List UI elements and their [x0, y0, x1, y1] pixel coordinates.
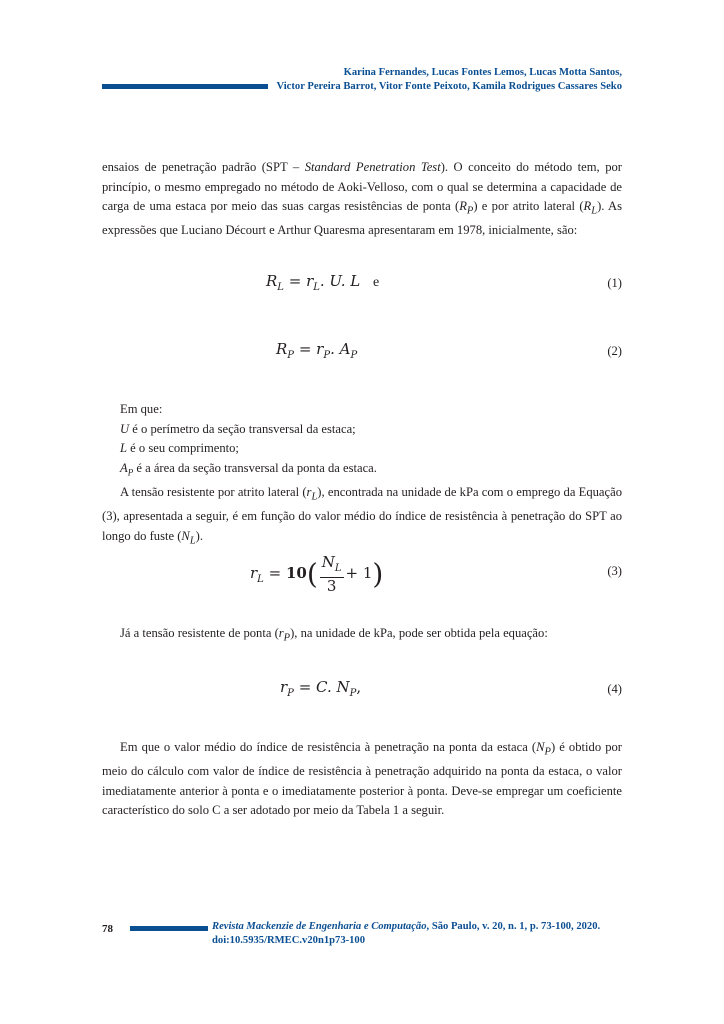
right-paren: )	[372, 557, 384, 591]
symbol: U	[120, 421, 130, 436]
symbol-sub: L	[189, 535, 196, 547]
symbol-sub: P	[544, 746, 551, 758]
definition-ap	[102, 459, 622, 483]
fraction-denominator: 3	[326, 577, 337, 595]
spt-term: Standard Penetration Test	[304, 160, 441, 174]
definitions-block	[102, 400, 622, 551]
symbol: A	[120, 460, 128, 475]
equation-1-expression	[266, 272, 379, 293]
equation-1	[102, 272, 622, 302]
eq-sub: L	[334, 563, 342, 574]
eq-sign: =	[288, 272, 302, 290]
symbol-sub: P	[283, 632, 291, 644]
footer-accent-bar	[130, 926, 208, 931]
symbol-rl	[583, 199, 598, 217]
equation-number: (3)	[607, 564, 622, 578]
paragraph-lateral-friction	[102, 483, 622, 551]
symbol-sub: L	[311, 491, 318, 503]
eq-sub: P	[350, 350, 358, 361]
eq-sign: =	[268, 564, 282, 582]
text-run: é a área da seção transversal da ponta da estaca.	[133, 460, 377, 475]
eq-rest: . A	[330, 340, 351, 358]
doi: doi:10.5935/RMEC.v20n1p73-100	[212, 934, 366, 946]
text-run: ) é obtido por meio do cálculo com valor de índice de resistência à penetração adquirido na ponta da estaca, o valor imediatamente anterior à ponta e o imediatamente posterior à ponta. Deve-se empregar um coeficiente característico do solo C a ser adotado por meio da Tabela 1 a seguir.	[102, 740, 623, 818]
text-run: ), encontrada na unidade de kPa com o emprego da Equação (3), apresentada a seguir, é em função do valor médio do índice de resistência à penetração do SPT ao longo do fuste (	[102, 484, 623, 543]
authors-line-2: Victor Pereira Barrot, Vitor Fonte Peixoto, Kamila Rodrigues Cassares Seko	[276, 81, 622, 92]
paragraph-tip-resistance	[102, 624, 622, 648]
symbol: L	[120, 441, 128, 456]
equation-number: (1)	[607, 276, 622, 290]
symbol-sub: P	[466, 205, 474, 217]
text-run: é o seu comprimento;	[127, 441, 239, 456]
text-run: ensaios de penetração padrão (SPT –	[102, 160, 305, 174]
paragraph-intro	[102, 158, 622, 241]
eq-symbol: R	[266, 272, 278, 290]
eq-sub: L	[277, 282, 284, 293]
symbol: R	[583, 199, 592, 214]
eq-sub: L	[313, 282, 320, 293]
eq-conjunction: e	[372, 275, 380, 290]
eq-sub: P	[287, 350, 295, 361]
paragraph-np	[102, 738, 622, 821]
symbol-nl	[181, 528, 196, 547]
text-run: ), na unidade de kPa, pode ser obtida pela equação:	[290, 626, 548, 640]
eq-symbol: N	[321, 553, 335, 571]
text-run: ) e por atrito lateral (	[473, 199, 584, 214]
symbol: N	[181, 528, 190, 543]
journal-name: Revista Mackenzie de Engenharia e Computação	[212, 921, 427, 932]
footer-citation	[212, 920, 624, 947]
left-paren: (	[306, 557, 318, 591]
eq-tail: ,	[356, 678, 362, 696]
text-run: ). O conceito do método tem, por princípio, o mesmo empregado no método de Aoki-Velloso, com o qual se determina a capacidade de carga de uma estaca por meio das suas cargas resistências de ponta (	[102, 160, 622, 214]
fraction-numerator	[320, 554, 344, 578]
eq-rest: C. N	[316, 678, 350, 696]
citation-details: , São Paulo, v. 20, n. 1, p. 73-100, 2020.	[426, 921, 601, 932]
equation-number: (2)	[607, 344, 622, 358]
em-que-label: Em que:	[120, 402, 163, 416]
equation-2	[102, 340, 622, 370]
citation-line	[212, 920, 624, 934]
equation-3-expression	[250, 554, 383, 594]
symbol-rp	[278, 626, 291, 644]
symbol-np	[536, 740, 551, 758]
eq-symbol: r	[280, 678, 288, 696]
eq-sub: P	[349, 688, 357, 699]
symbol-rp	[459, 199, 474, 217]
page-number: 78	[102, 923, 113, 935]
eq-sub: P	[323, 350, 331, 361]
text-run: ). As expressões que Luciano Décourt e Arthur Quaresma apresentaram em 1978, inicialmente, são:	[102, 199, 622, 238]
text-run: Já a tensão resistente de ponta (	[120, 626, 279, 640]
equation-4	[102, 678, 622, 708]
eq-sign: =	[298, 340, 312, 358]
header-accent-bar	[102, 84, 268, 89]
eq-plus-one: + 1	[345, 564, 373, 582]
definition-l	[102, 439, 622, 459]
text-run: A tensão resistente por atrito lateral (	[120, 484, 307, 499]
eq-symbol: R	[276, 340, 288, 358]
eq-rest: . U. L	[319, 272, 361, 290]
symbol-sub: L	[591, 205, 598, 217]
text-run: ).	[195, 528, 203, 543]
definition-u	[102, 420, 622, 440]
authors-line-1: Karina Fernandes, Lucas Fontes Lemos, Lucas Motta Santos,	[343, 67, 622, 78]
symbol: r	[278, 626, 284, 640]
eq-sub: L	[257, 574, 264, 585]
equation-number: (4)	[607, 682, 622, 696]
equation-3	[102, 554, 622, 594]
eq-symbol: r	[250, 564, 258, 582]
symbol: r	[306, 484, 312, 499]
equation-2-expression	[276, 340, 357, 361]
eq-sign: =	[298, 678, 312, 696]
fraction	[320, 554, 344, 594]
eq-coefficient: 10	[285, 564, 307, 582]
text-run: é o perímetro da seção transversal da estaca;	[129, 421, 356, 436]
running-header-authors	[62, 66, 622, 94]
symbol-sub: P	[127, 467, 134, 478]
eq-symbol: r	[306, 272, 314, 290]
symbol-rl	[306, 484, 318, 503]
eq-symbol: r	[316, 340, 324, 358]
eq-sub: P	[287, 688, 294, 699]
symbol: N	[536, 740, 545, 754]
equation-4-expression	[280, 678, 361, 699]
text-run: Em que o valor médio do índice de resistência à penetração na ponta da estaca (	[120, 740, 537, 754]
symbol: R	[459, 199, 467, 214]
